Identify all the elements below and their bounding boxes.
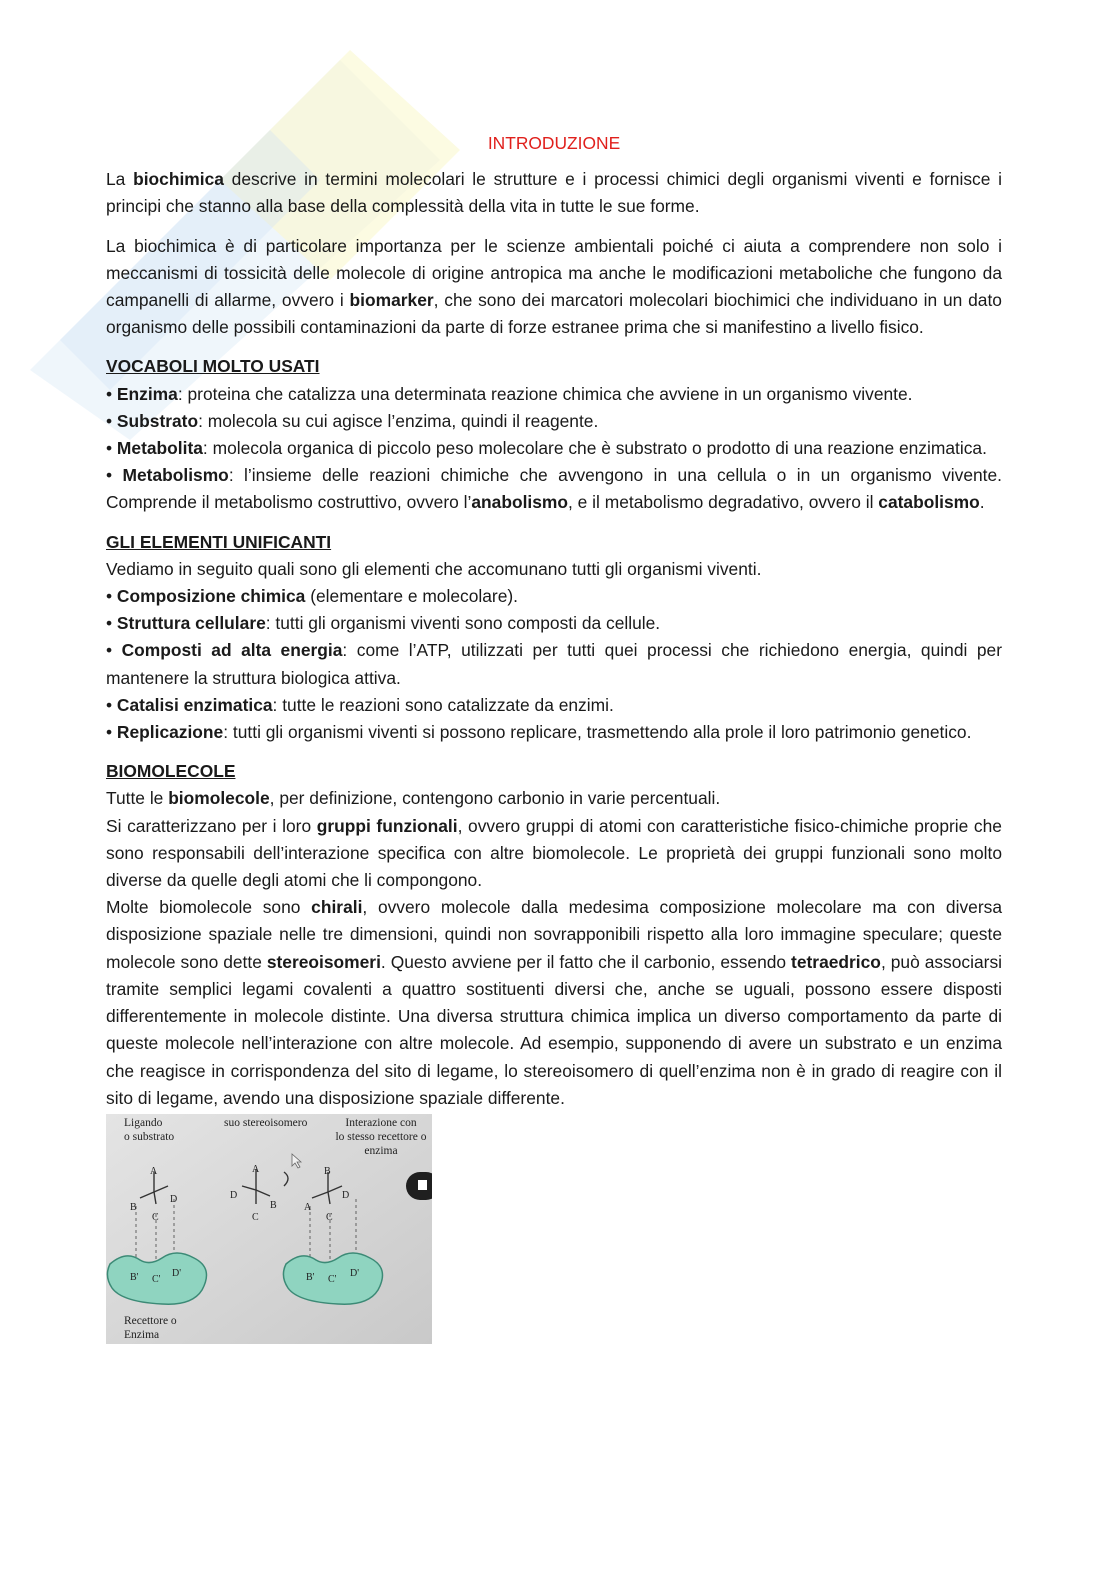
intro-paragraph-1: La biochimica descrive in termini molecolari le strutture e i processi chimici degli organismi viventi e fornisce i principi che stanno alla base della complessità della vita in tutte le sue forme.	[106, 169, 1002, 217]
atom-b-1: B	[130, 1201, 137, 1213]
vocab-item-enzima: • Enzima: proteina che catalizza una determinata reazione chimica che avviene in un organismo vivente.	[106, 383, 913, 404]
atom-d2-1: D'	[172, 1267, 182, 1279]
atom-c-2: C	[252, 1211, 259, 1223]
atom-c2-3: C'	[328, 1273, 337, 1285]
figure-label-stereoisomero: suo stereoisomero	[224, 1116, 308, 1129]
page-title: INTRODUZIONE	[487, 133, 621, 153]
biomolecole-paragraph-3: Molte biomolecole sono chirali, ovvero molecole dalla medesima composizione molecolare ma con diversa disposizione spaziale nelle tre dimensioni, quindi non sovrapponibili rispetto alla loro immagine speculare; queste molecole sono dette stereoisomeri. Questo avviene per il fatto che il carbonio, essendo tetraedrico, può associarsi tramite semplici legami covalenti a quattro sostituenti diversi che, anche se uguali, possono essere disposti differentemente in molecole distinte. Una diversa struttura chimica implica un diverso comportamento da parte di queste molecole nell’interazione con altre molecole. Ad esempio, supponendo di avere un substrato e un enzima che reagisce in corrispondenza del sito di legame, lo stereoisomero di quell’enzima non è in grado di reagire con il sito di legame, avendo una disposizione spaziale differente.	[106, 897, 1003, 1108]
elementi-item-struttura: • Struttura cellulare: tutti gli organismi viventi sono composti da cellule.	[106, 613, 661, 634]
vocab-item-substrato: • Substrato: molecola su cui agisce l’enzima, quindi il reagente.	[106, 410, 599, 431]
stereoisomer-figure	[106, 1114, 432, 1344]
atom-b2-1: B'	[130, 1271, 139, 1283]
atom-a-1: A	[150, 1165, 158, 1177]
atom-d-1: D	[170, 1193, 178, 1205]
section-heading-biomolecole: BIOMOLECOLE	[106, 761, 236, 782]
section-heading-elementi: GLI ELEMENTI UNIFICANTI	[106, 531, 332, 552]
atom-c-3: C	[326, 1211, 333, 1223]
figure-label-interazione: Interazione con lo stesso recettore o enzima	[335, 1116, 427, 1157]
vocab-item-metabolita: • Metabolita: molecola organica di piccolo peso molecolare che è substrato o prodotto di una reazione enzimatica.	[106, 438, 987, 459]
atom-d-2: D	[230, 1189, 238, 1201]
figure-label-recettore: Recettore o Enzima	[124, 1314, 177, 1341]
elementi-item-composizione: • Composizione chimica (elementare e molecolare).	[106, 586, 519, 607]
atom-a-3: A	[304, 1201, 312, 1213]
figure-label-ligando: Ligando o substrato	[124, 1116, 175, 1143]
elementi-item-catalisi: • Catalisi enzimatica: tutte le reazioni sono catalizzate da enzimi.	[106, 694, 614, 715]
atom-c-1: C	[152, 1211, 159, 1223]
elementi-item-composti: • Composti ad alta energia: come l’ATP, utilizzati per tutti quei processi che richiedono energia, quindi per mantenere la struttura biologica attiva.	[106, 640, 1002, 688]
atom-d-3: D	[342, 1189, 350, 1201]
atom-b-2: B	[270, 1199, 277, 1211]
elementi-intro: Vediamo in seguito quali sono gli elementi che accomunano tutti gli organismi viventi.	[106, 558, 762, 579]
biomolecole-paragraph-2: Si caratterizzano per i loro gruppi funzionali, ovvero gruppi di atomi con caratteristiche fisico-chimiche proprie che sono responsabili dell’interazione specifica con altre biomolecole. Le proprietà dei gruppi funzionali sono molto diverse da quelle degli atomi che li compongono.	[106, 815, 1002, 891]
atom-a-2: A	[252, 1163, 260, 1175]
biomolecole-paragraph-1: Tutte le biomolecole, per definizione, contengono carbonio in varie percentuali.	[106, 788, 721, 809]
atom-c2-1: C'	[152, 1273, 161, 1285]
intro-paragraph-2: La biochimica è di particolare importanza per le scienze ambientali poiché ci aiuta a comprendere non solo i meccanismi di tossicità delle molecole di origine antropica ma anche le modificazioni metaboliche che fungono da campanelli di allarme, ovvero i biomarker, che sono dei marcatori molecolari biochimici che individuano in un dato organismo delle possibili contaminazioni da parte di forze estranee prima che si manifestino a livello fisico.	[106, 235, 1002, 338]
atom-d2-3: D'	[350, 1267, 360, 1279]
atom-b-3: B	[324, 1165, 331, 1177]
document-body	[106, 130, 1002, 1344]
atom-b2-3: B'	[306, 1271, 315, 1283]
vocab-item-metabolismo: • Metabolismo: l’insieme delle reazioni chimiche che avvengono in una cellula o in un organismo vivente. Comprende il metabolismo costruttivo, ovvero l’anabolismo, e il metabolismo degradativo, ovvero il catabolismo.	[106, 465, 1003, 513]
elementi-item-replicazione: • Replicazione: tutti gli organismi viventi si possono replicare, trasmettendo alla prole il loro patrimonio genetico.	[106, 722, 972, 743]
section-heading-vocaboli: VOCABOLI MOLTO USATI	[106, 356, 320, 377]
